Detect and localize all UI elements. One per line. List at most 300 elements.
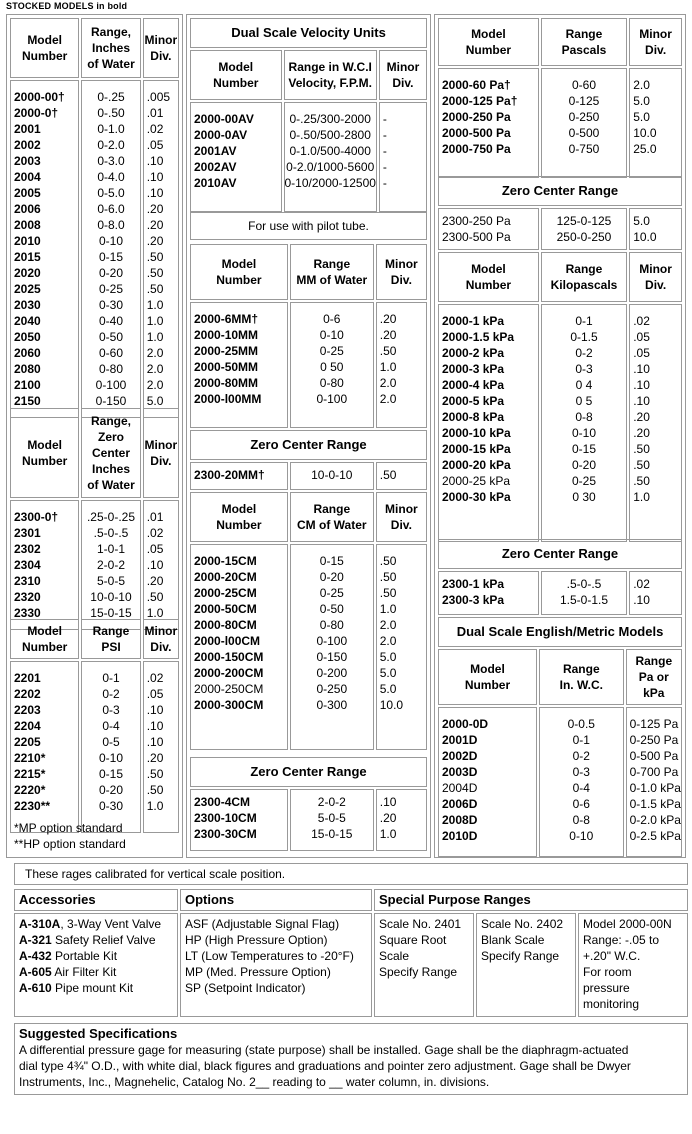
column-header: Minor Div.: [143, 408, 179, 498]
list-item: 2301: [14, 526, 41, 540]
list-item: 0-10: [569, 829, 594, 843]
list-item: 0-2.0: [97, 138, 125, 152]
list-item: 2030: [14, 298, 41, 312]
mm-zero-center-title-section: [188, 428, 429, 462]
list-item: -: [382, 144, 387, 158]
list-item: 2000-0AV: [194, 128, 248, 142]
kpa-zero-center-title-section: [436, 537, 684, 571]
column-header: Model Number: [438, 252, 539, 302]
range-cell: [290, 462, 374, 490]
table-header-row: [10, 18, 179, 78]
list-item: 1.0: [146, 799, 164, 813]
cm-water-table: [188, 490, 429, 752]
accessory-code: A-321: [19, 933, 52, 947]
list-item: .02: [146, 671, 164, 685]
kpa-zero-center-title: Zero Center Range: [438, 539, 682, 569]
list-item: 0-3: [102, 703, 120, 717]
list-item: 2002AV: [194, 160, 237, 174]
specs-line-2: dial type 4¾" O.D., with white dial, black figures and graduations and pointer zero adjustment. Gage shall be Dwyer: [19, 1059, 631, 1073]
special-range-line: Specify Range: [379, 965, 458, 979]
list-item: 0-50: [98, 330, 123, 344]
list-item: 125-0-125: [556, 214, 612, 228]
special-range-2402: [476, 913, 576, 1017]
data-table: [8, 16, 181, 420]
list-item: 0-40: [98, 314, 123, 328]
list-item: 5.0: [633, 110, 650, 124]
model-number-cell: [438, 707, 537, 857]
list-item: 0-80: [319, 618, 344, 632]
list-item: .05: [633, 330, 650, 344]
list-item: .50: [379, 344, 397, 358]
list-item: 0-500: [568, 126, 600, 140]
list-item: 2100: [14, 378, 41, 392]
list-item: 0-80: [98, 362, 123, 376]
list-item: 2230**: [14, 799, 51, 813]
list-item: 0-25: [319, 344, 344, 358]
list-item: 2300-0†: [14, 510, 59, 524]
list-item: 2001AV: [194, 144, 237, 158]
column-header: Range Kilopascals: [541, 252, 627, 302]
list-item: 2000-4 kPa: [442, 378, 505, 392]
list-item: .05: [146, 542, 164, 556]
list-item: 1-0-1: [96, 542, 125, 556]
column-header: Range MM of Water: [290, 244, 374, 300]
list-item: 10-0-10: [90, 590, 132, 604]
list-item: 5-0-5: [96, 574, 125, 588]
list-item: 2010AV: [194, 176, 237, 190]
list-item: .005: [146, 90, 171, 104]
minor-div-cell: [376, 302, 427, 428]
mm-zero-center-table: [188, 460, 429, 492]
special-range-line: Range: -.05 to: [583, 933, 660, 947]
list-item: 15-0-15: [311, 827, 353, 841]
range-cell: [541, 304, 627, 542]
list-item: 2-0-2: [96, 558, 125, 572]
list-item: 0-15: [98, 250, 123, 264]
list-item: 2000-10 kPa: [442, 426, 511, 440]
list-item: 0-0.5: [567, 717, 595, 731]
list-item: 2006D: [442, 797, 478, 811]
list-item: 2000-25CM: [194, 586, 257, 600]
special-range-line: Specify Range: [481, 949, 560, 963]
list-item: 2000-20CM: [194, 570, 257, 584]
list-item: 0-20: [571, 458, 596, 472]
accessory-description: , 3-Way Vent Valve: [60, 917, 162, 931]
list-item: 2210*: [14, 751, 46, 765]
special-range-2401: [374, 913, 474, 1017]
list-item: 2000-2 kPa: [442, 346, 505, 360]
list-item: 0-6.0: [97, 202, 125, 216]
list-item: 2302: [14, 542, 41, 556]
pilot-tube-note: For use with pilot tube.: [190, 212, 427, 240]
list-item: 2080: [14, 362, 41, 376]
list-item: 25.0: [633, 142, 657, 156]
list-item: 2-0-2: [317, 795, 346, 809]
list-item: 0-5.0: [97, 186, 125, 200]
table-header-row: [190, 492, 427, 542]
list-item: 0-4: [102, 719, 120, 733]
data-table: [436, 16, 684, 180]
list-item: .10: [146, 558, 164, 572]
list-item: 2000-1.5 kPa: [442, 330, 515, 344]
list-item: 10.0: [633, 126, 657, 140]
table-header-row: [10, 619, 179, 659]
list-item: 1.0: [379, 602, 397, 616]
minor-div-cell: [629, 571, 682, 615]
list-item: 2000-3 kPa: [442, 362, 505, 376]
cm-zero-center-title: Zero Center Range: [190, 757, 427, 787]
list-item: 2000-20 kPa: [442, 458, 511, 472]
table-row: [10, 661, 179, 833]
data-table: [8, 406, 181, 632]
data-table: [188, 48, 429, 214]
list-item: 15-0-15: [90, 606, 132, 620]
list-item: 2300-250 Pa: [442, 214, 511, 228]
list-item: 2300-4CM: [194, 795, 251, 809]
pilot-tube-section: [188, 210, 429, 242]
list-item: 2003: [14, 154, 41, 168]
list-item: 2.0: [379, 618, 397, 632]
kpa-zero-center-table: [436, 569, 684, 617]
list-item: 1.0: [146, 298, 164, 312]
table-row: [438, 304, 682, 542]
list-item: 250-0-250: [556, 230, 612, 244]
minor-div-cell: [629, 208, 682, 250]
list-item: 0 5: [575, 394, 593, 408]
table-row: [190, 302, 427, 428]
kilopascals-table: [436, 250, 684, 544]
accessory-code: A-610: [19, 981, 52, 995]
list-item: 2000-80MM: [194, 376, 259, 390]
list-item: 0 50: [320, 360, 344, 374]
list-item: .02: [633, 577, 650, 591]
accessories-title: Accessories: [19, 892, 96, 907]
column-header: Model Number: [10, 408, 79, 498]
list-item: 1.0: [379, 360, 397, 374]
minor-div-cell: [626, 707, 682, 857]
list-item: 10.0: [633, 230, 657, 244]
list-item: .20: [379, 328, 397, 342]
list-item: 2.0: [379, 376, 397, 390]
special-range-line: Scale: [379, 949, 410, 963]
accessory-item: [19, 948, 173, 964]
list-item: 5.0: [146, 394, 164, 408]
list-item: 0-25: [98, 282, 123, 296]
list-item: .20: [146, 202, 164, 216]
list-item: 2300-500 Pa: [442, 230, 511, 244]
table-header-row: [438, 18, 682, 66]
list-item: 2025: [14, 282, 41, 296]
list-item: 2.0: [633, 78, 650, 92]
table-row: [190, 102, 427, 212]
list-item: 2005: [14, 186, 41, 200]
list-item: 0-10/2000-12500: [284, 176, 376, 190]
velocity-section: [188, 16, 429, 50]
list-item: 0-3.0: [97, 154, 125, 168]
list-item: 0-15: [98, 767, 123, 781]
list-item: 0-100: [316, 392, 348, 406]
list-item: .02: [146, 526, 164, 540]
list-item: 0-2: [575, 346, 593, 360]
minor-div-cell: [376, 462, 427, 490]
list-item: 0-15: [319, 554, 344, 568]
list-item: 2.0: [146, 346, 164, 360]
data-table: [436, 250, 684, 544]
list-item: 0-10: [98, 751, 123, 765]
list-item: .20: [146, 234, 164, 248]
list-item: 1.0: [146, 330, 164, 344]
pascals-table: [436, 16, 684, 180]
list-item: .50: [379, 468, 397, 482]
list-item: .10: [633, 378, 650, 392]
data-table: [188, 787, 429, 853]
model-number-cell: [190, 544, 288, 750]
list-item: .01: [146, 106, 164, 120]
list-item: .20: [146, 218, 164, 232]
column-header: Model Number: [438, 18, 539, 66]
list-item: 0-30: [98, 298, 123, 312]
list-item: 0-3: [575, 362, 593, 376]
list-item: 2000-10MM: [194, 328, 259, 342]
list-item: .05: [146, 687, 164, 701]
list-item: 0-250: [568, 110, 600, 124]
list-item: 0-20: [98, 783, 123, 797]
list-item: 2000-500 Pa: [442, 126, 511, 140]
list-item: 0-150: [316, 650, 348, 664]
list-item: 0-2.0 kPa: [629, 813, 681, 827]
list-item: 0-15: [571, 442, 596, 456]
special-range-line: monitoring: [583, 997, 640, 1011]
option-item: ASF (Adjustable Signal Flag): [185, 917, 340, 931]
list-item: -: [382, 112, 387, 126]
list-item: -: [382, 176, 387, 190]
range-cell: [541, 208, 627, 250]
column-header: Minor Div.: [379, 50, 427, 100]
range-cell: [284, 102, 377, 212]
accessory-item: [19, 980, 173, 996]
list-item: .20: [146, 574, 164, 588]
list-item: .50: [146, 250, 164, 264]
list-item: 2150: [14, 394, 41, 408]
column-header: Minor Div.: [376, 492, 427, 542]
list-item: 5.0: [379, 650, 397, 664]
list-item: 0-10: [98, 234, 123, 248]
accessory-code: A-605: [19, 965, 52, 979]
column-header: Model Number: [438, 649, 537, 705]
column-header: Model Number: [10, 619, 79, 659]
list-item: 0-3: [572, 765, 590, 779]
range-cell: [290, 789, 374, 851]
list-item: 5.0: [379, 666, 397, 680]
dual-scale-title-section: [436, 615, 684, 649]
list-item: 0-1: [575, 314, 593, 328]
list-item: .20: [146, 751, 164, 765]
accessory-item: [19, 916, 173, 932]
accessory-description: Air Filter Kit: [51, 965, 117, 979]
list-item: 2203: [14, 703, 41, 717]
minor-div-cell: [376, 789, 427, 851]
list-item: 0-6: [572, 797, 590, 811]
data-table: [8, 617, 181, 835]
list-item: .50: [379, 554, 397, 568]
special-range-line: Blank Scale: [481, 933, 545, 947]
model-number-cell: [438, 208, 539, 250]
minor-div-cell: [143, 500, 179, 630]
list-item: 2000-1 kPa: [442, 314, 505, 328]
accessory-code: A-432: [19, 949, 52, 963]
list-item: 0-80: [319, 376, 344, 390]
list-item: 2300-10CM: [194, 811, 257, 825]
special-ranges-header: [374, 889, 688, 911]
special-range-line: Square Root: [379, 933, 447, 947]
list-item: 0-10: [571, 426, 596, 440]
accessories-list: [14, 913, 178, 1017]
list-item: 2000-250CM: [194, 682, 264, 696]
option-item: SP (Setpoint Indicator): [185, 981, 306, 995]
list-item: 2008: [14, 218, 41, 232]
list-item: 2000-30 kPa: [442, 490, 511, 504]
model-number-cell: [438, 304, 539, 542]
list-item: .50: [146, 590, 164, 604]
column-header: Model Number: [190, 492, 288, 542]
list-item: 0-1.0/500-4000: [289, 144, 371, 158]
list-item: 2008D: [442, 813, 478, 827]
footnote-hp: **HP option standard: [14, 837, 126, 851]
column-header: Range, Inches of Water: [81, 18, 140, 78]
list-item: 2000-8 kPa: [442, 410, 505, 424]
list-item: 2000-250 Pa: [442, 110, 511, 124]
data-table: [188, 490, 429, 752]
accessories-header: [14, 889, 178, 911]
list-item: 0-50: [319, 602, 344, 616]
list-item: 2002D: [442, 749, 478, 763]
list-item: 2010: [14, 234, 41, 248]
list-item: 2215*: [14, 767, 46, 781]
list-item: 0-2.5 kPa: [629, 829, 681, 843]
list-item: .02: [633, 314, 650, 328]
list-item: .20: [633, 426, 650, 440]
list-item: 1.0: [146, 606, 164, 620]
column-header: Minor Div.: [376, 244, 427, 300]
list-item: -: [382, 128, 387, 142]
special-range-line: Model 2000-00N: [583, 917, 672, 931]
list-item: .50: [379, 570, 397, 584]
list-item: 0-300: [316, 698, 348, 712]
list-item: 2000-25MM: [194, 344, 259, 358]
list-item: 2004D: [442, 781, 478, 795]
list-item: 2000-50CM: [194, 602, 257, 616]
list-item: 2330: [14, 606, 41, 620]
list-item: 2003D: [442, 765, 478, 779]
list-item: 0-1: [572, 733, 590, 747]
table-row: [438, 571, 682, 615]
column-header: Minor Div.: [629, 252, 682, 302]
list-item: 0-.25: [97, 90, 125, 104]
data-table: [436, 647, 684, 859]
list-item: 0-1.0 kPa: [629, 781, 681, 795]
list-item: 2000-0D: [442, 717, 489, 731]
list-item: 2000-00AV: [194, 112, 254, 126]
minor-div-cell: [143, 80, 179, 418]
model-number-cell: [10, 661, 79, 833]
list-item: 0-8.0: [97, 218, 125, 232]
list-item: 0-4: [572, 781, 590, 795]
list-item: .50: [633, 458, 650, 472]
cm-zero-center-title-section: [188, 755, 429, 789]
list-item: .20: [379, 312, 397, 326]
model-number-cell: [10, 80, 79, 418]
list-item: 0-25: [571, 474, 596, 488]
model-number-cell: [190, 102, 282, 212]
list-item: 1.5-0-1.5: [559, 593, 608, 607]
list-item: 2000-750 Pa: [442, 142, 511, 156]
list-item: 0-8: [572, 813, 590, 827]
list-item: .10: [146, 719, 164, 733]
list-item: 2204: [14, 719, 41, 733]
list-item: .10: [146, 154, 164, 168]
table-row: [438, 68, 682, 178]
vertical-note-bar: [14, 863, 688, 885]
column-header: Range, Zero Center Inches of Water: [81, 408, 140, 498]
list-item: 0-10: [319, 328, 344, 342]
list-item: 2201: [14, 671, 41, 685]
column-header: Minor Div.: [143, 619, 179, 659]
special-range-line: +.20" W.C.: [583, 949, 641, 963]
list-item: 2300-20MM†: [194, 468, 265, 482]
velocity-table: [188, 48, 429, 214]
special-range-2000-00n: [578, 913, 688, 1017]
list-item: .50: [146, 266, 164, 280]
list-item: 2.0: [379, 634, 397, 648]
range-cell: [81, 80, 140, 418]
range-cell: [290, 302, 374, 428]
minor-div-cell: [629, 68, 682, 178]
zero-center-inches-table: [8, 406, 181, 632]
list-item: .05: [633, 346, 650, 360]
list-item: 0-100: [316, 634, 348, 648]
table-row: [190, 462, 427, 490]
list-item: 5.0: [633, 94, 650, 108]
list-item: .5-0-.5: [566, 577, 602, 591]
data-table: [436, 569, 684, 617]
list-item: .25-0-.25: [86, 510, 135, 524]
list-item: 2000-25 kPa: [442, 474, 511, 488]
column-header: Range CM of Water: [290, 492, 374, 542]
mm-water-table: [188, 242, 429, 430]
list-item: 0-6: [323, 312, 341, 326]
column-header: Model Number: [190, 50, 282, 100]
pa-zero-center-table: [436, 206, 684, 252]
list-item: .10: [146, 735, 164, 749]
list-item: 0-500 Pa: [629, 749, 679, 763]
list-item: 2300-30CM: [194, 827, 257, 841]
list-item: 0-.50/500-2800: [289, 128, 371, 142]
list-item: 2006: [14, 202, 41, 216]
list-item: 2050: [14, 330, 41, 344]
list-item: .10: [379, 795, 397, 809]
model-number-cell: [190, 302, 288, 428]
list-item: 0-125: [568, 94, 600, 108]
list-item: 2304: [14, 558, 41, 572]
range-cell: [81, 500, 140, 630]
accessory-item: [19, 932, 173, 948]
column-header: Range PSI: [81, 619, 140, 659]
table-row: [190, 544, 427, 750]
list-item: 2000-50MM: [194, 360, 259, 374]
list-item: 0-750: [568, 142, 600, 156]
special-range-line: pressure: [583, 981, 630, 995]
minor-div-cell: [376, 544, 427, 750]
